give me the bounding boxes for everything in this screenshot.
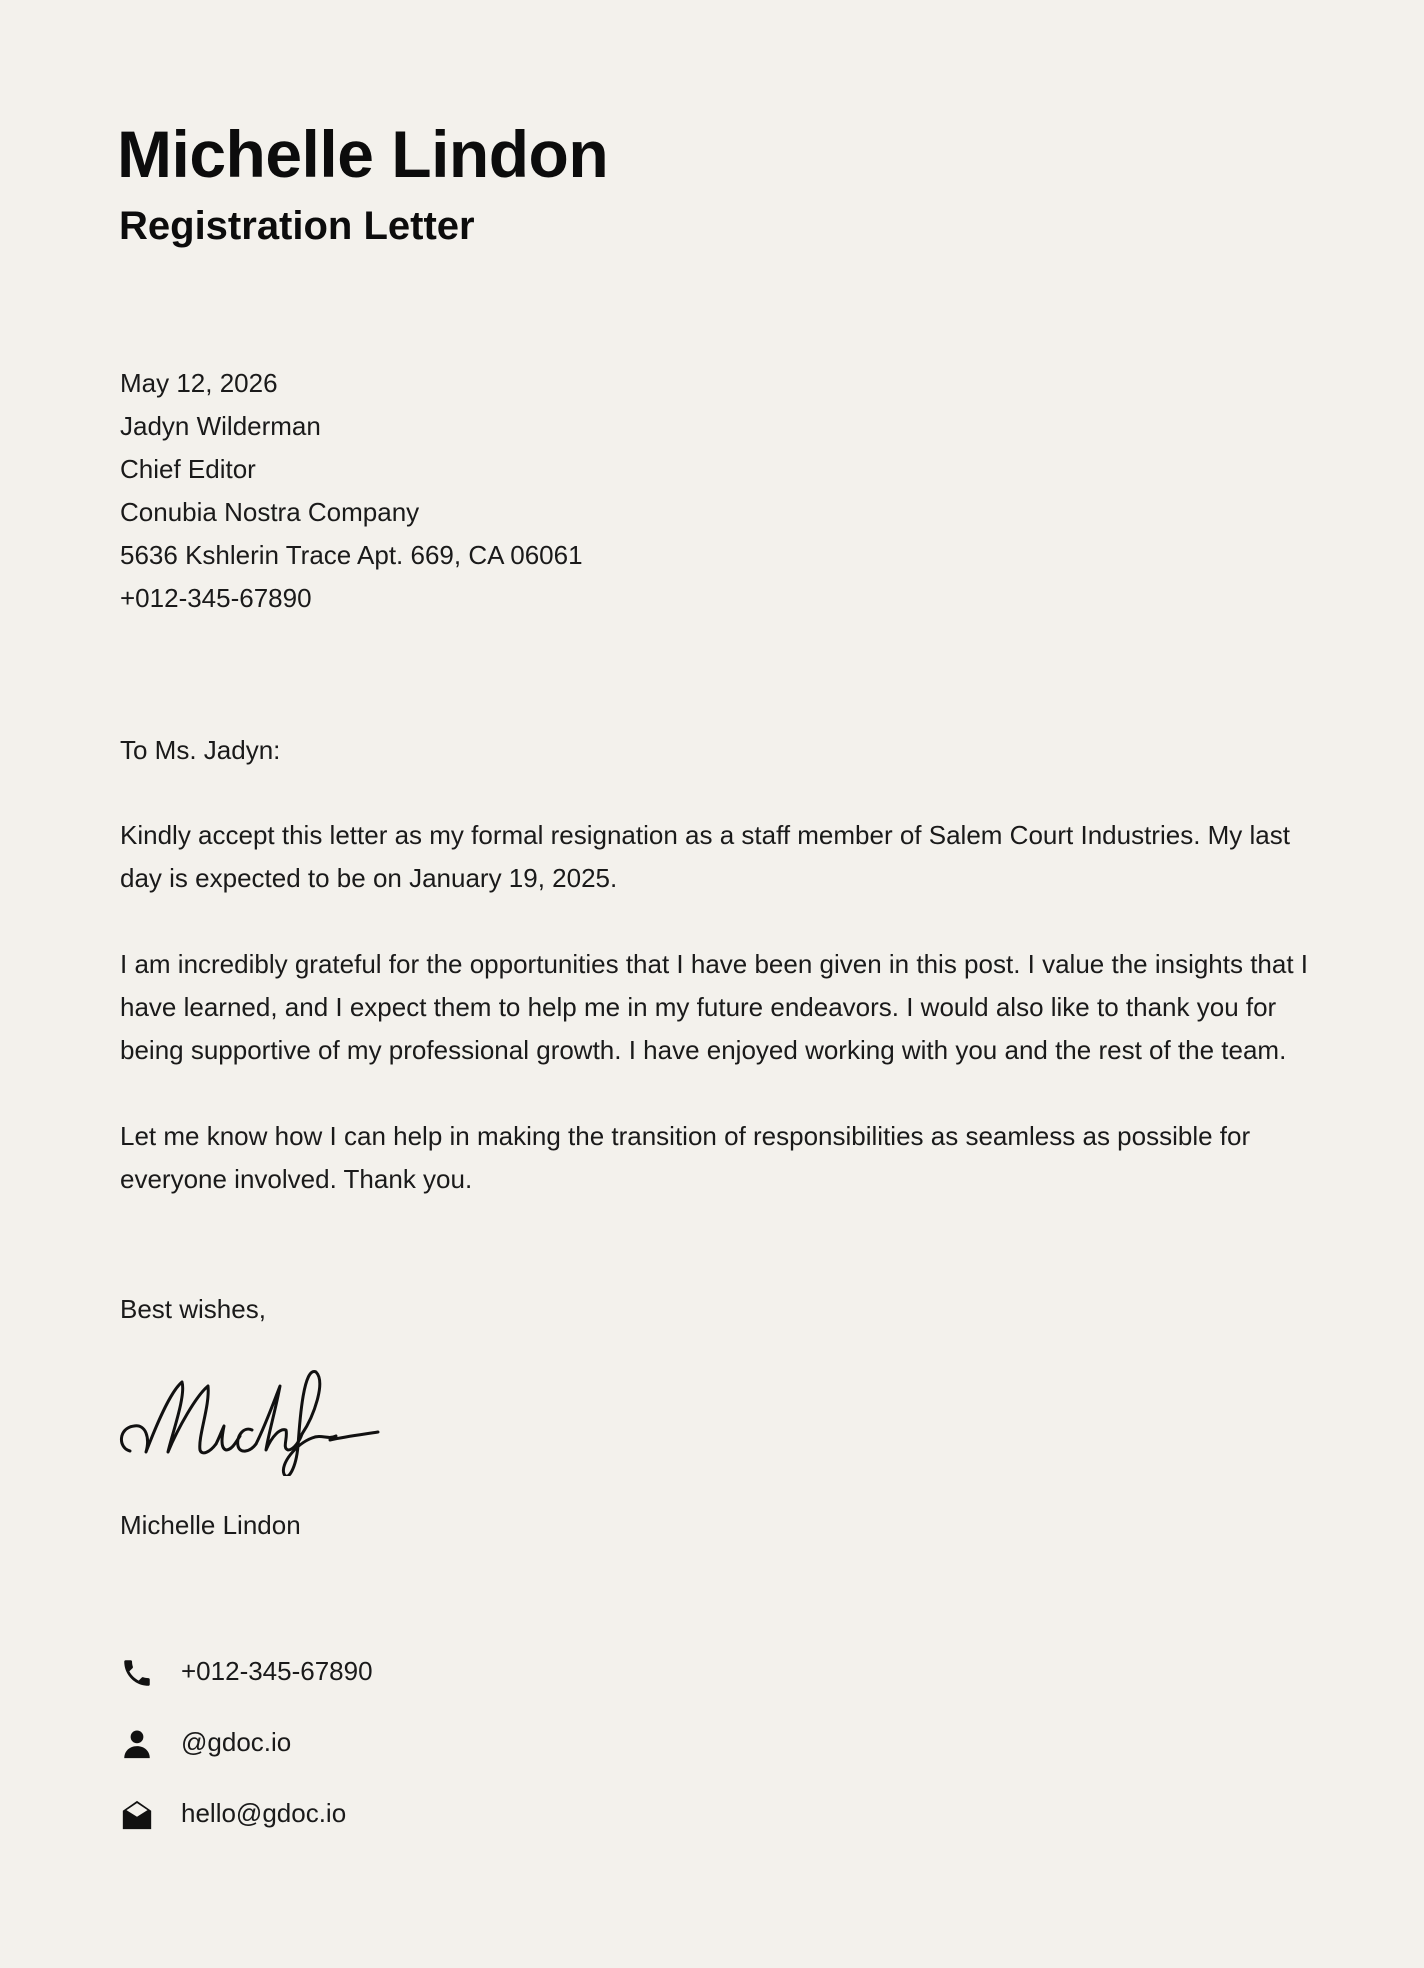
- body-paragraph: I am incredibly grateful for the opportunities that I have been given in this post. I value the insights that I have learned, and I expect them to help me in my future endeavors. I would also like to thank you for being supportive of my professional growth. I have enjoyed working with you and the rest of the team.: [120, 949, 1309, 1065]
- letter-date: May 12, 2026: [120, 368, 278, 398]
- phone-icon: [120, 1656, 154, 1690]
- contact-handle: @gdoc.io: [181, 1727, 292, 1757]
- signer-name: Michelle Lindon: [120, 1510, 301, 1540]
- recipient-block: [120, 362, 1320, 620]
- letter-body: [120, 729, 1310, 1244]
- body-paragraph: Kindly accept this letter as my formal resignation as a staff member of Salem Court Industries. My last day is expected to be on January 19, 2025.: [120, 820, 1290, 893]
- user-icon: [120, 1727, 154, 1761]
- closing-line: Best wishes,: [120, 1294, 266, 1324]
- recipient-name: Jadyn Wilderman: [120, 411, 321, 441]
- envelope-icon: [120, 1798, 154, 1832]
- salutation: To Ms. Jadyn:: [120, 735, 281, 765]
- contact-phone: +012-345-67890: [181, 1656, 373, 1686]
- recipient-company: Conubia Nostra Company: [120, 497, 420, 527]
- recipient-phone: +012-345-67890: [120, 583, 312, 613]
- document-subtitle: Registration Letter: [119, 204, 475, 248]
- contact-email: hello@gdoc.io: [181, 1798, 347, 1828]
- recipient-address: 5636 Kshlerin Trace Apt. 669, CA 06061: [120, 540, 583, 570]
- recipient-title: Chief Editor: [120, 454, 256, 484]
- handwritten-signature: [116, 1356, 386, 1476]
- author-name-heading: Michelle Lindon: [117, 117, 609, 191]
- body-paragraph: Let me know how I can help in making the transition of responsibilities as seamless as possible for everyone involved. Thank you.: [120, 1121, 1251, 1194]
